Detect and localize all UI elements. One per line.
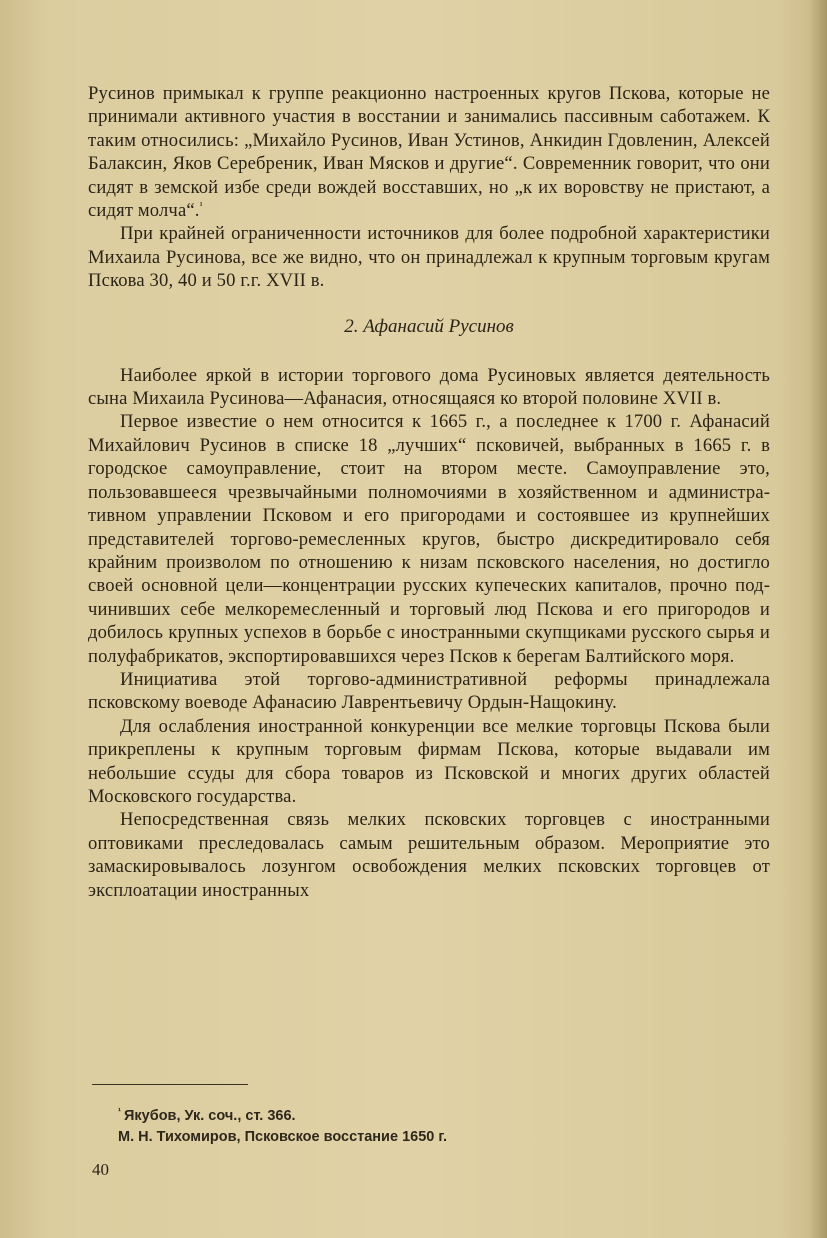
footnote-1: [118, 1106, 758, 1127]
footnote-ref-1: ¹: [199, 199, 203, 212]
footnote-divider: [92, 1084, 248, 1085]
section-heading: 2. Афанасий Русинов: [344, 315, 514, 337]
paragraph-5: Инициатива этой торгово-административной реформы принадлежала псковскому воеводе Афанасию Лаврентьевичу Ордын-Нащокину.: [88, 668, 770, 714]
page-spine-shadow: [809, 0, 827, 1238]
footnote-2-text: М. Н. Тихомиров, Псковское восстание 1650 г.: [118, 1129, 447, 1145]
paragraph-2: При крайней ограниченности источников для более подробной характеристики Михаила Русинова, все же видно, что он принадлежал к крупным торговым кругам Пскова 30, 40 и 50 г.г. XVII в.: [88, 223, 770, 292]
footnote-1-mark: ¹: [118, 1106, 121, 1117]
footnote-1-text: Якубов, Ук. соч., ст. 366.: [124, 1108, 296, 1124]
paragraph-1: [88, 82, 770, 222]
paragraph-4: Первое известие о нем относится к 1665 г., а последнее к 1700 г. Афанасий Михайлович Русинов в списке 18 „лучших“ псковичей, выбранных в 1665 г. в городское самоуправление, стоит на втором месте. Самоуправление это, пользовавшееся чрезвычайными полномочиями в хозяйственном и административном управлении Псковом и его пригородами и состоявшее из крупнейших представителей торгово-ремесленных кругов, быстро дискредитировало себя крайним произволом по отношению к низам псковского населения, но достигло своей основной цели—концентрации русских купеческих капиталов, прочно подчинивших себе мелкоремесленный и торговый люд Пскова и его пригородов и добилось крупных успехов в борьбе с иностранными скупщиками русского сырья и полуфабрикатов, экспортировавшихся через Псков к берегам Балтийского моря.: [88, 411, 770, 667]
paragraph-3: Наиболее яркой в истории торгового дома Русиновых является деятельность сына Михаила Русинова—Афанасия, относящаяся ко второй половине XVII в.: [88, 364, 770, 410]
paragraph-7: Непосредственная связь мелких псковских торговцев с иностранными оптовиками преследовалась самым решительным образом. Мероприятие это замаскировывалось лозунгом освобождения мелких псковских торговцев от эксплоатации иностранных: [88, 809, 770, 901]
paragraph-6: Для ослабления иностранной конкуренции все мелкие торговцы Пскова были прикреплены к крупным торговым фирмам Пскова, которые выдавали им небольшие ссуды для сбора товаров из Псковской и многих других областей Московского государства.: [88, 715, 770, 807]
footnotes: [118, 1106, 758, 1148]
page-number: 40: [92, 1160, 109, 1179]
footnote-2: [118, 1127, 758, 1148]
paragraph-1-text: Русинов примыкал к группе реакционно настроенных кругов Пскова, которые не принимали активного участия в восстании и занимались пассивным саботажем. К таким относились: „Михайло Русинов, Иван Устинов, Анкидин Гдовленин, Алексей Балаксин, Яков Серебреник, Иван Мясков и другие“. Современник говорит, что они сидят в земской избе среди вождей восставших, но „к их воровству не пристают, а сидят молча“.: [88, 83, 770, 222]
main-text: [88, 82, 770, 902]
